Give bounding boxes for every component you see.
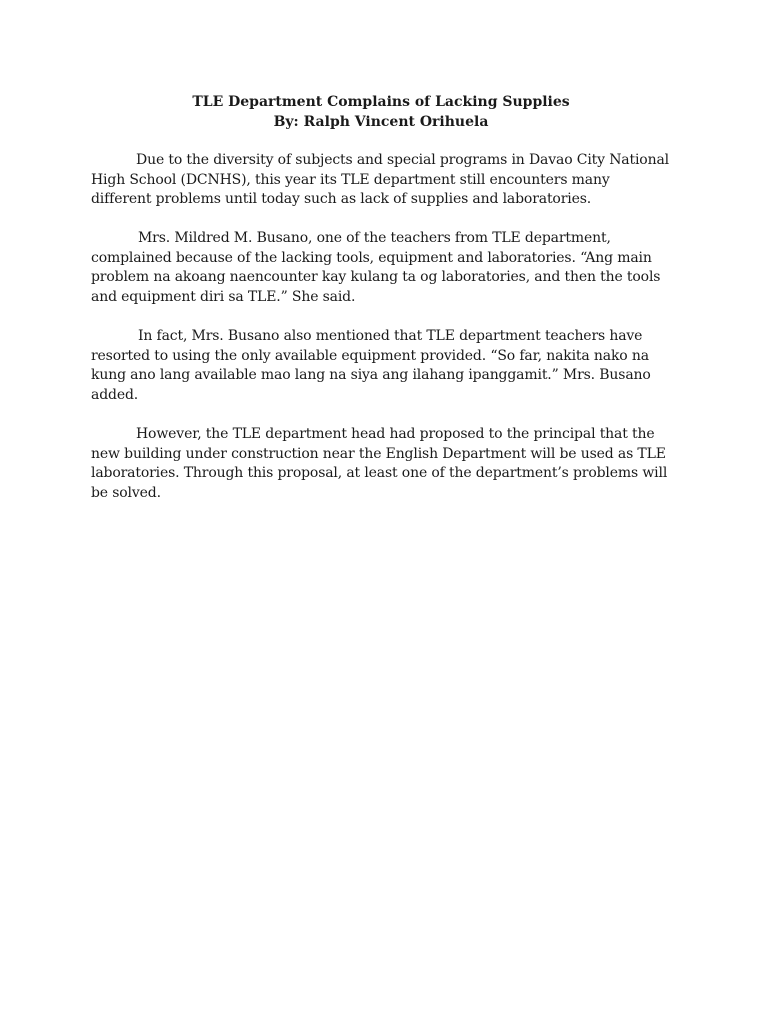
article-byline: By: Ralph Vincent Orihuela	[273, 113, 489, 130]
article-body	[91, 93, 671, 523]
paragraph-2: Mrs. Mildred M. Busano, one of the teachers from TLE department, complained because of the lacking tools, equipment and laboratories. “Ang main problem na akoang naencounter kay kulang ta og laboratories, and then the tools and equipment diri sa TLE.” She said.	[91, 230, 661, 306]
article-header	[91, 93, 671, 132]
paragraph-1: Due to the diversity of subjects and special programs in Davao City National High School (DCNHS), this year its TLE department still encounters many different problems until today such as lack of supplies and laboratories.	[91, 152, 669, 208]
paragraph-4: However, the TLE department head had proposed to the principal that the new building under construction near the English Department will be used as TLE laboratories. Through this proposal, at least one of the department’s problems will be solved.	[91, 426, 668, 501]
article-title: TLE Department Complains of Lacking Supplies	[192, 94, 570, 110]
paragraph-3: In fact, Mrs. Busano also mentioned that TLE department teachers have resorted to using the only available equipment provided. “So far, nakita nako na kung ano lang available mao lang na siya ang ilahang ipanggamit.” Mrs. Busano added.	[91, 328, 651, 403]
